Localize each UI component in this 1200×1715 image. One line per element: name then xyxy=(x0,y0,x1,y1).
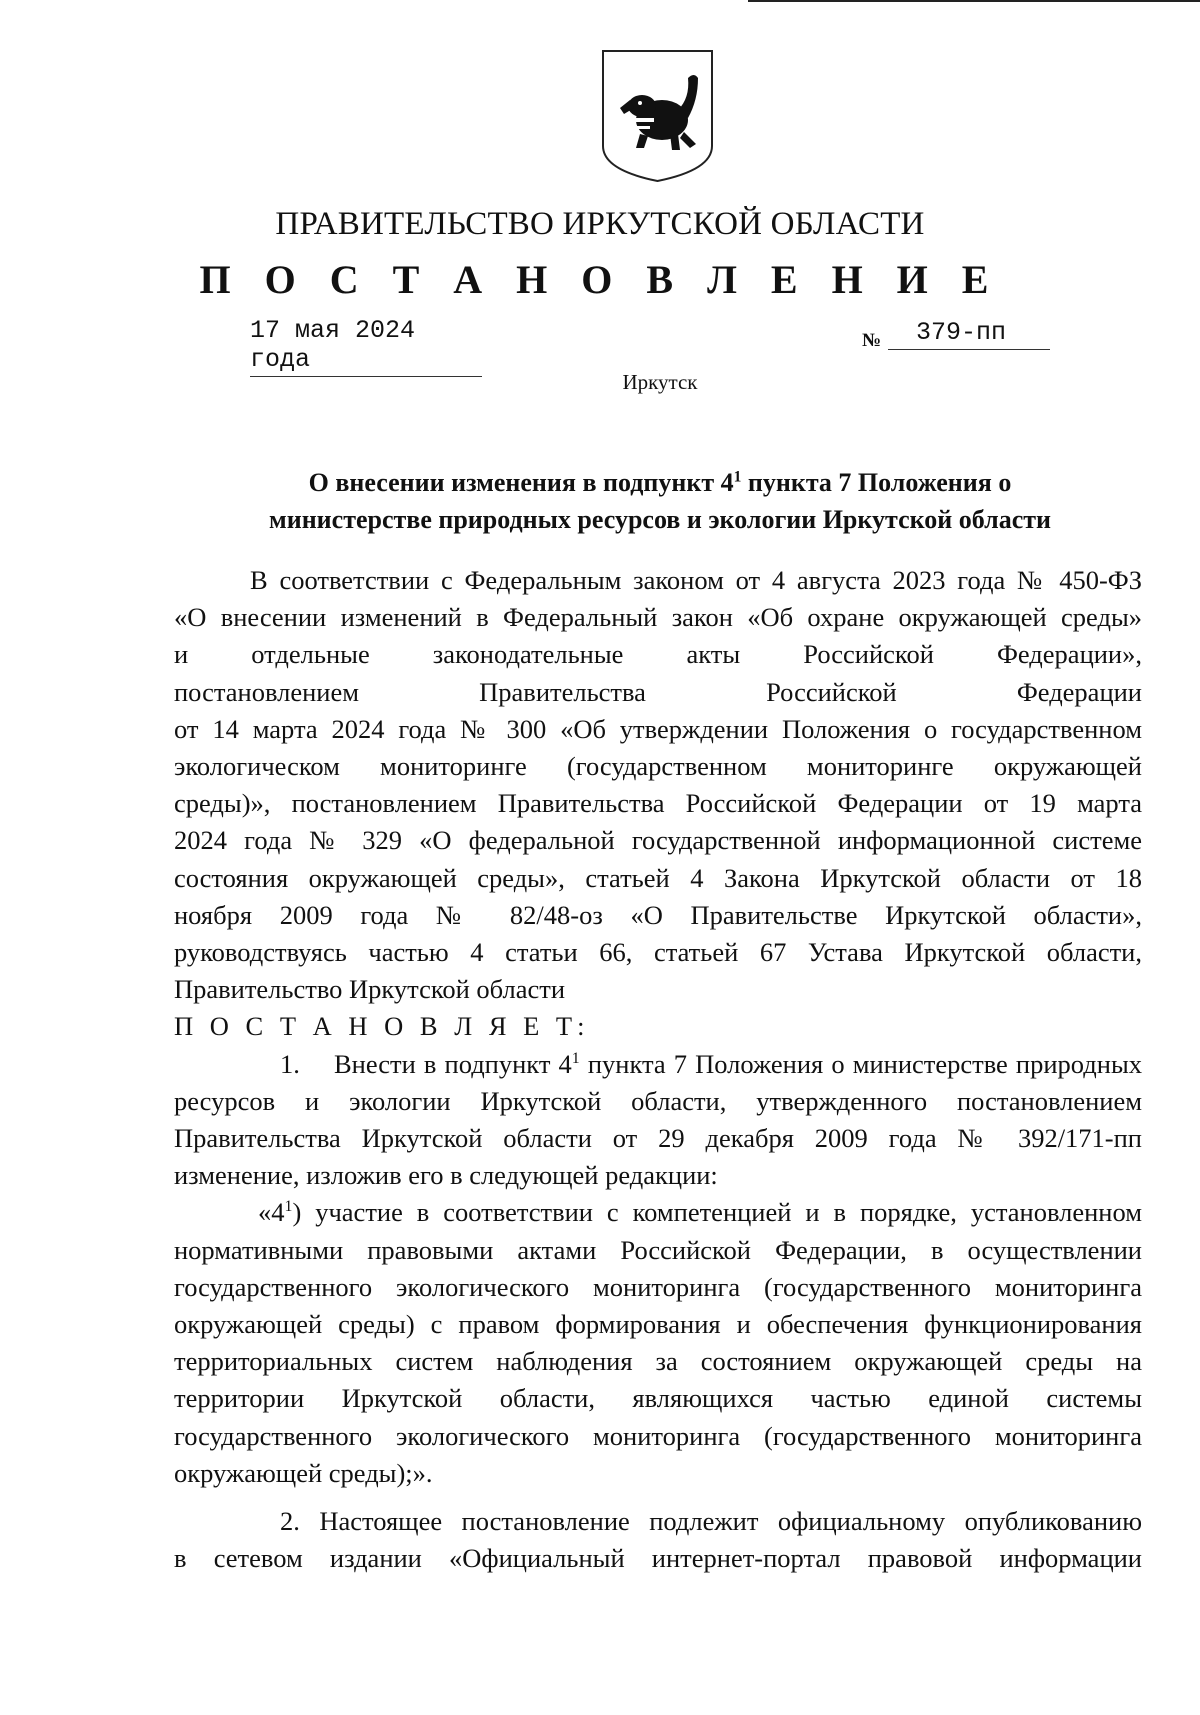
title-line-1: О внесении изменения в подпункт $4^1$ пункта 7 Положения о xyxy=(308,468,1012,497)
preamble-line: «О внесении изменений в Федеральный закон «Об охране окружающей среды» xyxy=(174,602,1142,633)
coat-of-arms-icon xyxy=(600,48,715,184)
quote-line: государственного экологического мониторинга (государственного мониторинга xyxy=(174,1420,1142,1451)
quote-line: окружающей среды);». xyxy=(174,1457,433,1488)
preamble-line: ноября 2009 года № 82/48-оз «О Правительстве Иркутской области», xyxy=(174,899,1142,930)
quote-line: нормативными правовыми актами Российской Федерации, в осуществлении xyxy=(174,1234,1142,1265)
document-title xyxy=(170,464,1150,538)
preamble-line: В соответствии с Федеральным законом от 4 августа 2023 года № 450-ФЗ xyxy=(250,565,1142,595)
quote-line: окружающей среды) с правом формирования и обеспечения функционирования xyxy=(174,1309,1142,1340)
government-name: ПРАВИТЕЛЬСТВО ИРКУТСКОЙ ОБЛАСТИ xyxy=(275,206,925,242)
preamble-line: среды)», постановлением Правительства Российской Федерации от 19 марта xyxy=(174,788,1142,819)
number-sign: № xyxy=(862,330,882,351)
preamble-line: от 14 марта 2024 года № 300 «Об утверждении Положения о государственном xyxy=(174,713,1142,744)
item-1-line: 1. Внести в подпункт $4^1$ пункта 7 Положения о министерстве природных xyxy=(280,1048,1142,1079)
item-1-line: Правительства Иркутской области от 29 декабря 2009 года № 392/171-пп xyxy=(174,1123,1142,1154)
top-edge-rule xyxy=(748,0,1200,2)
quote-line: территории Иркутской области, являющихся частью единой системы xyxy=(174,1383,1142,1414)
item-2-line: 2. Настоящее постановление подлежит официальному опубликованию xyxy=(280,1506,1142,1537)
city-name: Иркутск xyxy=(622,370,698,394)
preamble-line: экологическом мониторинге (государственном мониторинге окружающей xyxy=(174,751,1142,782)
preamble-line: Правительство Иркутской области xyxy=(174,974,566,1005)
preamble-line: постановлением Правительства Российской Федерации xyxy=(174,676,1142,707)
preamble-line: руководствуясь частью 4 статьи 66, статьей 67 Устава Иркутской области, xyxy=(174,937,1142,968)
document-number: 379-пп xyxy=(888,318,1050,350)
quote-line: государственного экологического мониторинга (государственного мониторинга xyxy=(174,1271,1142,1302)
quote-line: территориальных систем наблюдения за состоянием окружающей среды на xyxy=(174,1346,1142,1377)
item-2-line: в сетевом издании «Официальный интернет-портал правовой информации xyxy=(174,1543,1142,1574)
document-date: 17 мая 2024 года xyxy=(250,316,482,377)
document-body xyxy=(174,562,1142,1577)
preamble-line: 2024 года № 329 «О федеральной государственной информационной системе xyxy=(174,825,1142,856)
resolves-heading: П О С Т А Н О В Л Я Е Т: xyxy=(174,1011,590,1042)
item-1-line: изменение, изложив его в следующей редакции: xyxy=(174,1160,718,1191)
preamble-line: и отдельные законодательные акты Российской Федерации», xyxy=(174,639,1142,670)
title-line-2: министерстве природных ресурсов и экологии Иркутской области xyxy=(269,505,1051,534)
quote-line: «$4^1$) участие в соответствии с компетенцией и в порядке, установленном xyxy=(258,1197,1142,1228)
document-type: П О С Т А Н О В Л Е Н И Е xyxy=(199,257,1001,302)
preamble-line: состояния окружающей среды», статьей 4 Закона Иркутской области от 18 xyxy=(174,862,1142,893)
item-1-line: ресурсов и экологии Иркутской области, утвержденного постановлением xyxy=(174,1085,1142,1116)
